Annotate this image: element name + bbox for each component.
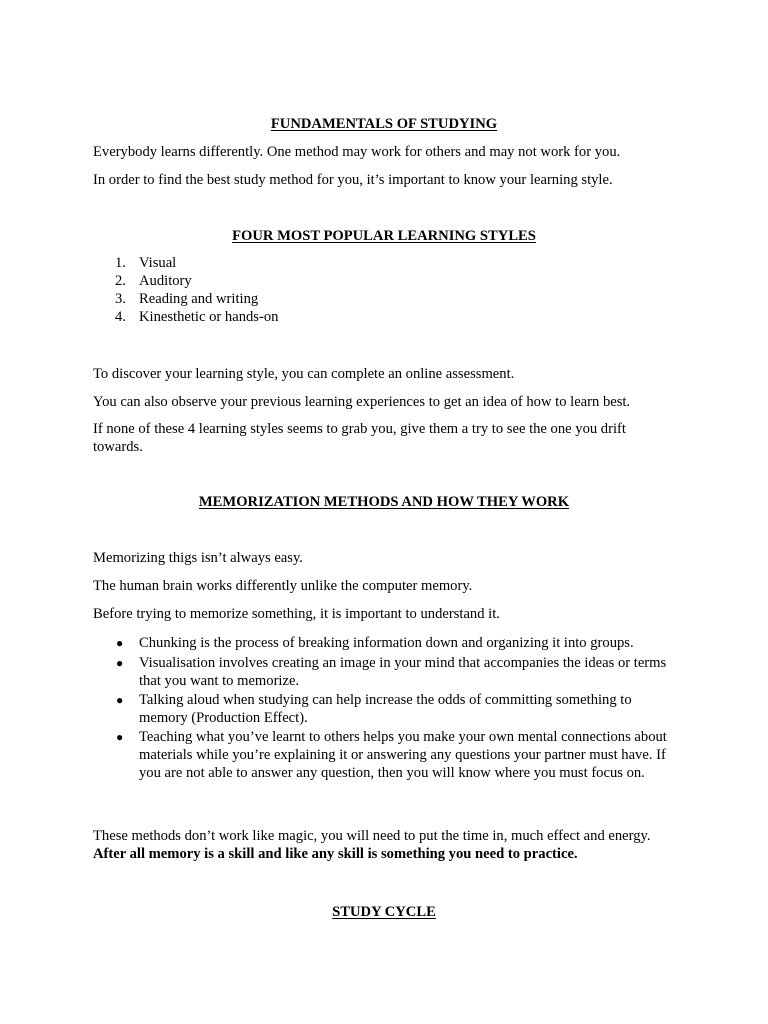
paragraph-learning-styles-2: You can also observe your previous learning experiences to get an idea of how to learn best. [93,394,631,410]
list-item-text: Teaching what you’ve learnt to others helps you make your own mental connections about materials while you’re explaining it or answering any questions your partner must have. If you are not able to answer any question, then you will know where you must focus on. [139,729,667,781]
list-item-label: Reading and writing [139,291,259,307]
paragraph-memorization-2: The human brain works differently unlike the computer memory. [93,578,473,594]
paragraph-memorization-closing [93,827,653,863]
bullet-icon: ● [116,730,124,744]
paragraph-fundamentals-2: In order to find the best study method for you, it’s important to know your learning style. [93,172,613,188]
list-item-text: Visualisation involves creating an image in your mind that accompanies the ideas or terms that you want to memorize. [139,655,667,689]
list-item-label: Visual [139,255,177,271]
heading-learning-styles: FOUR MOST POPULAR LEARNING STYLES [232,228,536,244]
list-number: 4. [115,309,126,325]
paragraph-learning-styles-1: To discover your learning style, you can complete an online assessment. [93,366,515,382]
paragraph-learning-styles-3: If none of these 4 learning styles seems to grab you, give them a try to see the one you drift towards. [93,421,626,455]
bullet-icon: ● [116,636,124,650]
bullet-icon: ● [116,693,124,707]
bullet-icon: ● [116,656,124,670]
heading-study-cycle: STUDY CYCLE [332,904,436,920]
closing-text: These methods don’t work like magic, you will need to put the time in, much effect and energy. [93,828,651,844]
list-number: 3. [115,291,126,307]
list-item-label: Kinesthetic or hands-on [139,309,279,325]
paragraph-memorization-1: Memorizing thigs isn’t always easy. [93,550,303,566]
paragraph-memorization-3: Before trying to memorize something, it is important to understand it. [93,606,500,622]
list-item-text: Chunking is the process of breaking information down and organizing it into groups. [139,635,634,651]
list-item-text: Talking aloud when studying can help increase the odds of committing something to memory (Production Effect). [139,692,632,726]
list-number: 2. [115,273,126,289]
heading-memorization: MEMORIZATION METHODS AND HOW THEY WORK [198,494,570,510]
list-item-label: Auditory [139,273,192,289]
list-number: 1. [115,255,126,271]
heading-fundamentals: FUNDAMENTALS OF STUDYING [270,116,498,132]
paragraph-fundamentals-1: Everybody learns differently. One method may work for others and may not work for you. [93,144,621,160]
closing-emphasis: After all memory is a skill and like any skill is something you need to practice. [93,846,578,862]
